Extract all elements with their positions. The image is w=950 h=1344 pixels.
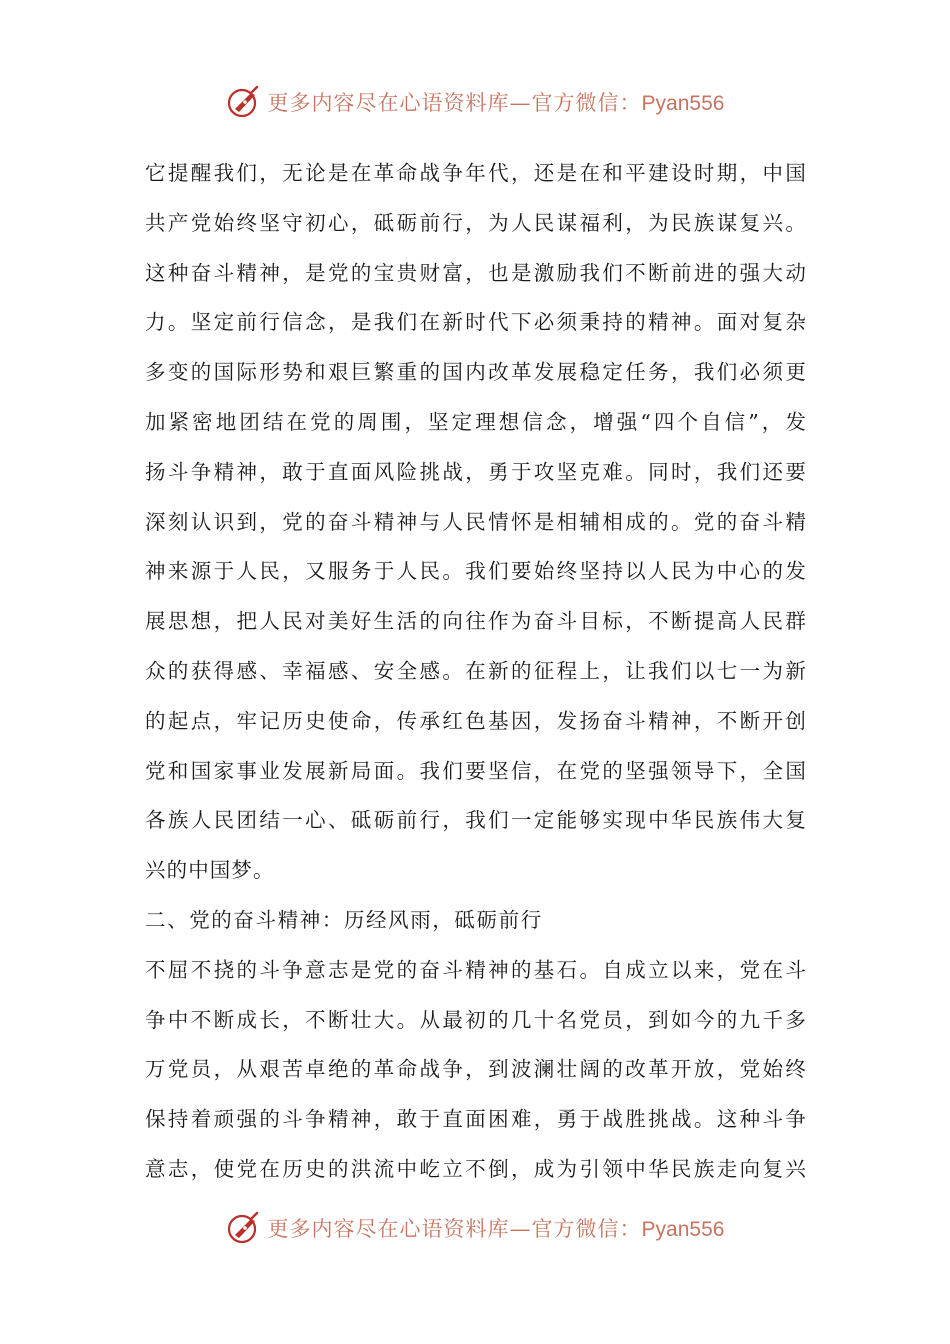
text-line: 加紧密地团结在党的周围，坚定理想信念，增强“四个自信”，发 bbox=[145, 409, 807, 434]
text-line: 众的获得感、幸福感、安全感。在新的征程上，让我们以七一为新 bbox=[145, 658, 807, 683]
document-body bbox=[145, 149, 807, 1195]
banner-text-cn: 更多内容尽在心语资料库—官方微信： bbox=[267, 91, 642, 115]
text-line: 各族人民团结一心、砥砺前行，我们一定能够实现中华民族伟大复 bbox=[145, 808, 807, 833]
text-line: 这种奋斗精神，是党的宝贵财富，也是激励我们不断前进的强大动 bbox=[145, 260, 807, 285]
text-line: 扬斗争精神，敢于直面风险挑战，勇于攻坚克难。同时，我们还要 bbox=[145, 459, 807, 484]
text-line: 万党员，从艰苦卓绝的革命战争，到波澜壮阔的改革开放，党始终 bbox=[145, 1057, 807, 1082]
text-line: 展思想，把人民对美好生活的向往作为奋斗目标，不断提高人民群 bbox=[145, 609, 807, 634]
header-banner bbox=[0, 84, 950, 120]
banner-text-cn: 更多内容尽在心语资料库—官方微信： bbox=[267, 1217, 642, 1241]
pen-nib-logo-icon bbox=[226, 1210, 262, 1246]
section-heading: 二、党的奋斗精神：历经风雨，砥砺前行 bbox=[145, 907, 543, 932]
footer-banner bbox=[0, 1210, 950, 1246]
banner-wechat-id: Pyan556 bbox=[641, 92, 725, 115]
banner-text bbox=[268, 87, 725, 117]
text-line: 争中不断成长，不断壮大。从最初的几十名党员，到如今的九千多 bbox=[145, 1007, 807, 1032]
text-line: 深刻认识到，党的奋斗精神与人民情怀是相辅相成的。党的奋斗精 bbox=[145, 509, 807, 534]
text-line: 力。坚定前行信念，是我们在新时代下必须秉持的精神。面对复杂 bbox=[145, 310, 807, 335]
text-line: 它提醒我们，无论是在革命战争年代，还是在和平建设时期，中国 bbox=[145, 161, 807, 185]
pen-nib-logo-icon bbox=[226, 84, 262, 120]
text-line: 不屈不挠的斗争意志是党的奋斗精神的基石。自成立以来，党在斗 bbox=[145, 957, 807, 982]
text-line: 神来源于人民，又服务于人民。我们要始终坚持以人民为中心的发 bbox=[145, 559, 807, 584]
text-line: 兴的中国梦。 bbox=[145, 858, 275, 883]
text-line: 多变的国际形势和艰巨繁重的国内改革发展稳定任务，我们必须更 bbox=[145, 360, 807, 385]
banner-wechat-id: Pyan556 bbox=[641, 1218, 725, 1241]
banner-text bbox=[268, 1213, 725, 1243]
text-line: 共产党始终坚守初心，砥砺前行，为人民谋福利，为民族谋复兴。 bbox=[145, 210, 807, 235]
text-line: 的起点，牢记历史使命，传承红色基因，发扬奋斗精神，不断开创 bbox=[145, 708, 807, 733]
text-line: 保持着顽强的斗争精神，敢于直面困难，勇于战胜挑战。这种斗争 bbox=[145, 1107, 807, 1132]
text-line: 党和国家事业发展新局面。我们要坚信，在党的坚强领导下，全国 bbox=[145, 758, 807, 783]
text-line: 意志，使党在历史的洪流中屹立不倒，成为引领中华民族走向复兴 bbox=[145, 1156, 807, 1181]
